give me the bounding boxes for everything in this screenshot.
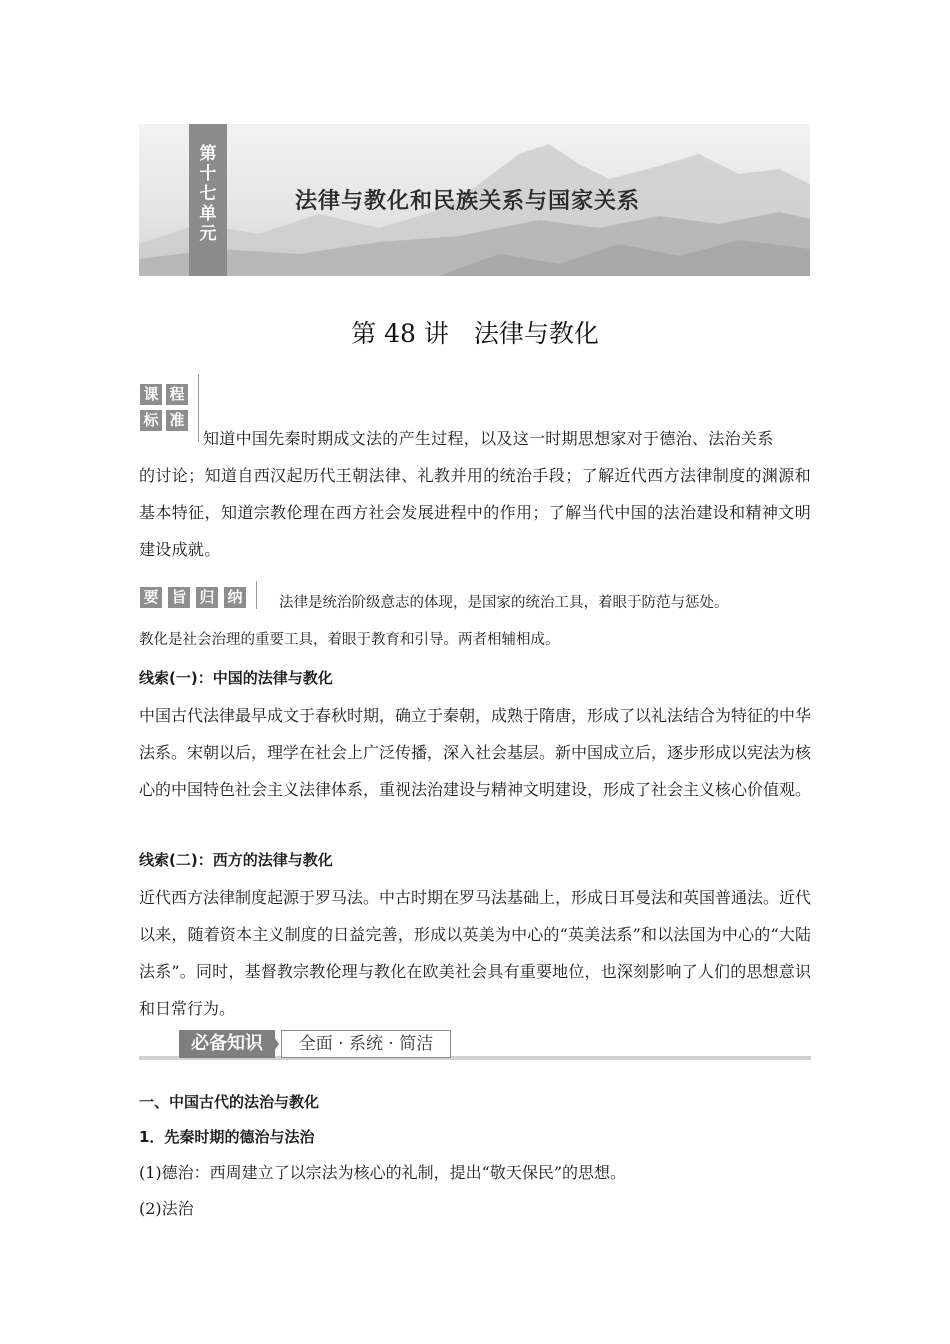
section-subtitle: 全面 · 系统 · 简洁: [281, 1030, 451, 1058]
course-standard-badge: 程: [166, 384, 188, 405]
unit-char: 单: [199, 204, 217, 224]
unit-label: [189, 144, 227, 244]
course-standard-line1: 知道中国先秦时期成文法的产生过程，以及这一时期思想家对于德治、法治关系: [203, 429, 774, 448]
key-summary-line1: 法律是统治阶级意志的体现，是国家的统治工具，着眼于防范与惩处。: [279, 595, 729, 611]
course-standard-rest: 的讨论；知道自西汉起历代王朝法律、礼教并用的统治手段；了解近代西方法律制度的渊源和基本特征，知道宗教伦理在西方社会发展进程中的作用；了解当代中国的法治建设和精神文明建设成就。: [139, 466, 811, 559]
heading-level1: 一、中国古代的法治与教化: [139, 1093, 320, 1111]
unit-title: 法律与教化和民族关系与国家关系: [295, 188, 641, 214]
key-summary-badge: 纳: [224, 587, 246, 608]
course-standard-badge: 准: [166, 410, 188, 431]
heading-level2: 1．先秦时期的德治与法治: [139, 1128, 315, 1146]
key-summary-text: [139, 585, 811, 659]
key-summary-line2: 教化是社会治理的重要工具，着眼于教育和引导。两者相辅相成。: [139, 632, 560, 648]
unit-char: 十: [199, 164, 217, 184]
clue-section: [139, 842, 811, 1027]
unit-char: 七: [199, 184, 217, 204]
course-standard-text: [139, 420, 811, 568]
clue-section: [139, 660, 811, 808]
content-section: [139, 1085, 811, 1227]
section-notch: [269, 1030, 279, 1058]
key-summary-badge: 归: [196, 587, 218, 608]
section-title: 必备知识: [179, 1030, 275, 1058]
unit-char: 元: [199, 224, 217, 244]
lecture-title: 第 48 讲 法律与教化: [351, 319, 599, 348]
clue-body: 中国古代法律最早成文于春秋时期，确立于秦朝，成熟于隋唐，形成了以礼法结合为特征的中华法系。宋朝以后，理学在社会上广泛传播，深入社会基层。新中国成立后，逐步形成以宪法为核心的中国特色社会主义法律体系，重视法治建设与精神文明建设，形成了社会主义核心价值观。: [139, 706, 812, 799]
course-standard-badge: 课: [140, 384, 162, 405]
course-standard-badge: 标: [140, 410, 162, 431]
unit-banner: [139, 124, 810, 276]
section-bar: [139, 1028, 811, 1062]
content-paragraph: (1)德治：西周建立了以宗法为核心的礼制，提出“敬天保民”的思想。: [139, 1163, 627, 1182]
content-paragraph: (2)法治: [139, 1199, 194, 1218]
unit-label-strip: [189, 124, 227, 276]
clue-heading: 线索(二)：西方的法律与教化: [139, 851, 333, 869]
clue-heading: 线索(一)：中国的法律与教化: [139, 669, 333, 687]
clue-body: 近代西方法律制度起源于罗马法。中古时期在罗马法基础上，形成日耳曼法和英国普通法。近代以来，随着资本主义制度的日益完善，形成以英美为中心的“英美法系”和以法国为中心的“大陆法系”。同时，基督教宗教伦理与教化在欧美社会具有重要地位，也深刻影响了人们的思想意识和日常行为。: [139, 888, 812, 1018]
unit-char: 第: [199, 144, 217, 164]
key-summary-badge: 要: [140, 587, 162, 608]
key-summary-badge: 旨: [168, 587, 190, 608]
